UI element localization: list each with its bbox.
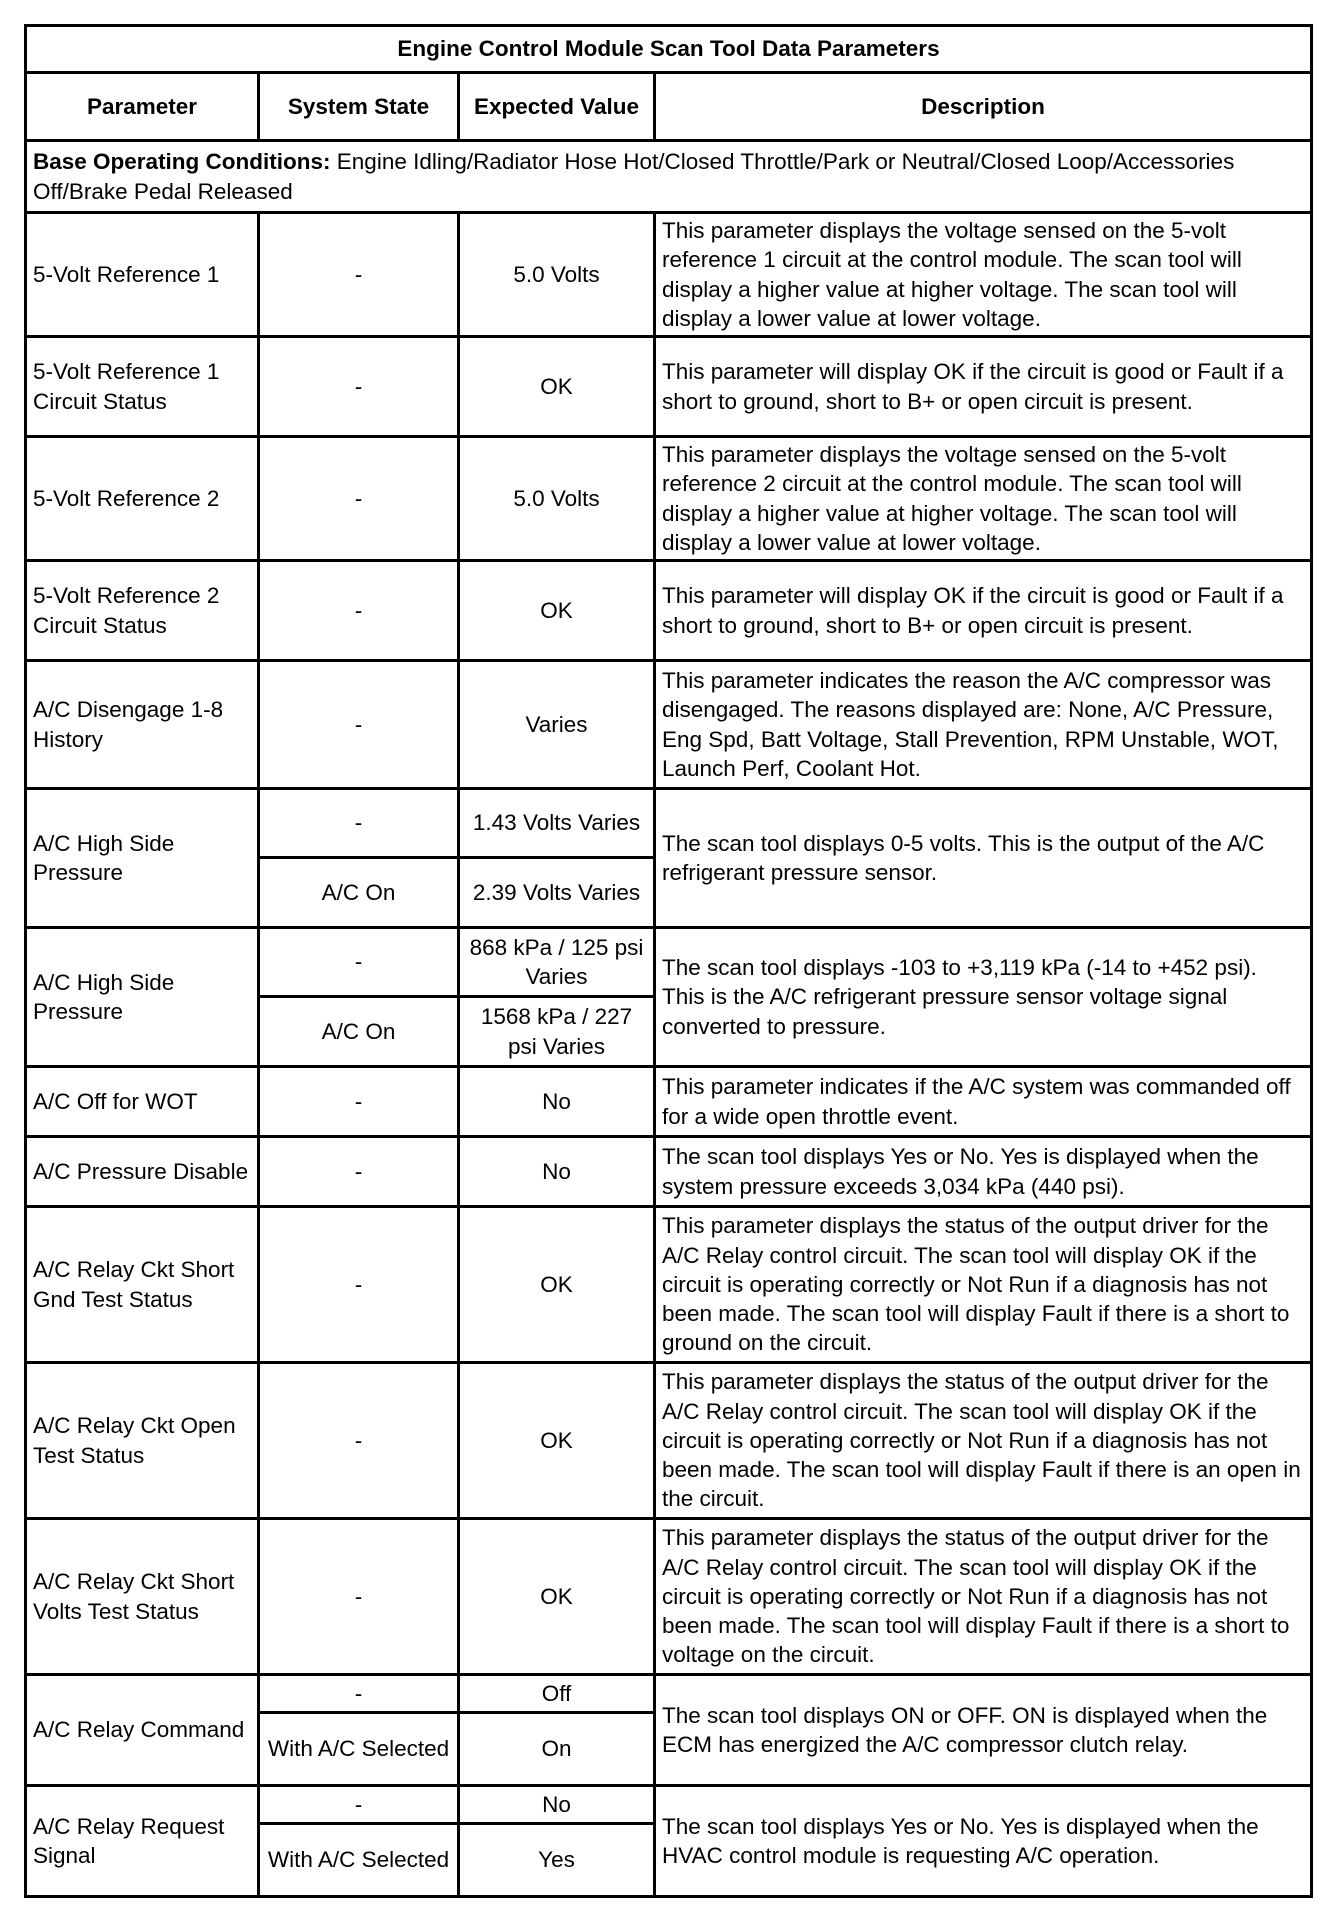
table-row	[26, 437, 1312, 561]
system-state-cell: With A/C Selected	[259, 1824, 459, 1897]
expected-value-cell: No	[459, 1786, 655, 1824]
parameter-cell: A/C Relay Command	[26, 1675, 259, 1786]
parameter-cell: A/C Relay Ckt Open Test Status	[26, 1363, 259, 1519]
description-cell: The scan tool displays 0-5 volts. This is the output of the A/C refrigerant pressure sensor.	[655, 789, 1312, 928]
system-state-cell: -	[259, 561, 459, 661]
header-expected-value: Expected Value	[459, 73, 655, 141]
header-system-state: System State	[259, 73, 459, 141]
system-state-cell: A/C On	[259, 997, 459, 1067]
system-state-cell: -	[259, 1519, 459, 1675]
parameter-cell: 5-Volt Reference 2	[26, 437, 259, 561]
expected-value-cell: 5.0 Volts	[459, 213, 655, 337]
parameter-cell: A/C Relay Ckt Short Volts Test Status	[26, 1519, 259, 1675]
expected-value-cell: 1.43 Volts Varies	[459, 789, 655, 858]
expected-value-cell: On	[459, 1713, 655, 1786]
description-cell: This parameter indicates the reason the A/C compressor was disengaged. The reasons displayed are: None, A/C Pressure, Eng Spd, Batt Voltage, Stall Prevention, RPM Unstable, WOT, Launch Perf, Coolant Hot.	[655, 661, 1312, 789]
description-cell: The scan tool displays Yes or No. Yes is displayed when the system pressure exceeds 3,034 kPa (440 psi).	[655, 1137, 1312, 1207]
expected-value-cell: 1568 kPa / 227 psi Varies	[459, 997, 655, 1067]
expected-value-cell: Yes	[459, 1824, 655, 1897]
expected-value-cell: No	[459, 1137, 655, 1207]
description-cell: This parameter displays the status of the output driver for the A/C Relay control circuit. The scan tool will display OK if the circuit is operating correctly or Not Run if a diagnosis has not been made. The scan tool will display Fault if there is a short to voltage on the circuit.	[655, 1519, 1312, 1675]
base-conditions-text: Engine Idling/Radiator Hose Hot/Closed Throttle/Park or Neutral/Closed Loop/Accessories Off/Brake Pedal Released	[33, 149, 1235, 204]
scan-tool-data-table	[24, 24, 1313, 1898]
table-row	[26, 928, 1312, 997]
system-state-cell: -	[259, 789, 459, 858]
parameter-cell: A/C Pressure Disable	[26, 1137, 259, 1207]
expected-value-cell: 868 kPa / 125 psi Varies	[459, 928, 655, 997]
system-state-cell: -	[259, 1675, 459, 1713]
system-state-cell: -	[259, 1137, 459, 1207]
parameter-cell: 5-Volt Reference 1	[26, 213, 259, 337]
system-state-cell: -	[259, 1207, 459, 1363]
parameter-cell: A/C Disengage 1-8 History	[26, 661, 259, 789]
base-conditions-label: Base Operating Conditions:	[33, 149, 331, 175]
table-row	[26, 1137, 1312, 1207]
table-row	[26, 561, 1312, 661]
parameter-cell: A/C High Side Pressure	[26, 928, 259, 1067]
expected-value-cell: OK	[459, 1207, 655, 1363]
table-row	[26, 789, 1312, 858]
description-cell: This parameter displays the status of the output driver for the A/C Relay control circuit. The scan tool will display OK if the circuit is operating correctly or Not Run if a diagnosis has not been made. The scan tool will display Fault if there is a short to ground on the circuit.	[655, 1207, 1312, 1363]
parameter-cell: A/C Off for WOT	[26, 1067, 259, 1137]
system-state-cell: -	[259, 337, 459, 437]
table-row	[26, 1363, 1312, 1519]
table-row	[26, 1067, 1312, 1137]
base-operating-conditions	[26, 141, 1312, 213]
system-state-cell: With A/C Selected	[259, 1713, 459, 1786]
system-state-cell: -	[259, 437, 459, 561]
parameter-cell: A/C High Side Pressure	[26, 789, 259, 928]
system-state-cell: -	[259, 1363, 459, 1519]
description-cell: The scan tool displays -103 to +3,119 kPa (-14 to +452 psi). This is the A/C refrigerant pressure sensor voltage signal converted to pressure.	[655, 928, 1312, 1067]
system-state-cell: A/C On	[259, 858, 459, 928]
table-row	[26, 1786, 1312, 1824]
description-cell: This parameter indicates if the A/C system was commanded off for a wide open throttle event.	[655, 1067, 1312, 1137]
expected-value-cell: Off	[459, 1675, 655, 1713]
system-state-cell: -	[259, 213, 459, 337]
expected-value-cell: OK	[459, 1519, 655, 1675]
parameter-cell: A/C Relay Ckt Short Gnd Test Status	[26, 1207, 259, 1363]
expected-value-cell: 5.0 Volts	[459, 437, 655, 561]
table-row	[26, 1207, 1312, 1363]
table-row	[26, 1519, 1312, 1675]
system-state-cell: -	[259, 1786, 459, 1824]
table-title: Engine Control Module Scan Tool Data Parameters	[26, 26, 1312, 73]
header-description: Description	[655, 73, 1312, 141]
table-row	[26, 337, 1312, 437]
expected-value-cell: OK	[459, 561, 655, 661]
expected-value-cell: OK	[459, 1363, 655, 1519]
expected-value-cell: No	[459, 1067, 655, 1137]
system-state-cell: -	[259, 1067, 459, 1137]
expected-value-cell: 2.39 Volts Varies	[459, 858, 655, 928]
expected-value-cell: Varies	[459, 661, 655, 789]
parameter-cell: 5-Volt Reference 2 Circuit Status	[26, 561, 259, 661]
expected-value-cell: OK	[459, 337, 655, 437]
table-row	[26, 1675, 1312, 1713]
description-cell: This parameter displays the voltage sensed on the 5-volt reference 2 circuit at the control module. The scan tool will display a higher value at higher voltage. The scan tool will display a lower value at lower voltage.	[655, 437, 1312, 561]
description-cell: This parameter displays the status of the output driver for the A/C Relay control circuit. The scan tool will display OK if the circuit is operating correctly or Not Run if a diagnosis has not been made. The scan tool will display Fault if there is an open in the circuit.	[655, 1363, 1312, 1519]
description-cell: This parameter will display OK if the circuit is good or Fault if a short to ground, short to B+ or open circuit is present.	[655, 337, 1312, 437]
parameter-cell: 5-Volt Reference 1 Circuit Status	[26, 337, 259, 437]
header-parameter: Parameter	[26, 73, 259, 141]
system-state-cell: -	[259, 928, 459, 997]
description-cell: The scan tool displays ON or OFF. ON is displayed when the ECM has energized the A/C compressor clutch relay.	[655, 1675, 1312, 1786]
parameter-cell: A/C Relay Request Signal	[26, 1786, 259, 1897]
system-state-cell: -	[259, 661, 459, 789]
table-row	[26, 661, 1312, 789]
description-cell: This parameter will display OK if the circuit is good or Fault if a short to ground, short to B+ or open circuit is present.	[655, 561, 1312, 661]
description-cell: This parameter displays the voltage sensed on the 5-volt reference 1 circuit at the control module. The scan tool will display a higher value at higher voltage. The scan tool will display a lower value at lower voltage.	[655, 213, 1312, 337]
table-row	[26, 213, 1312, 337]
description-cell: The scan tool displays Yes or No. Yes is displayed when the HVAC control module is requesting A/C operation.	[655, 1786, 1312, 1897]
